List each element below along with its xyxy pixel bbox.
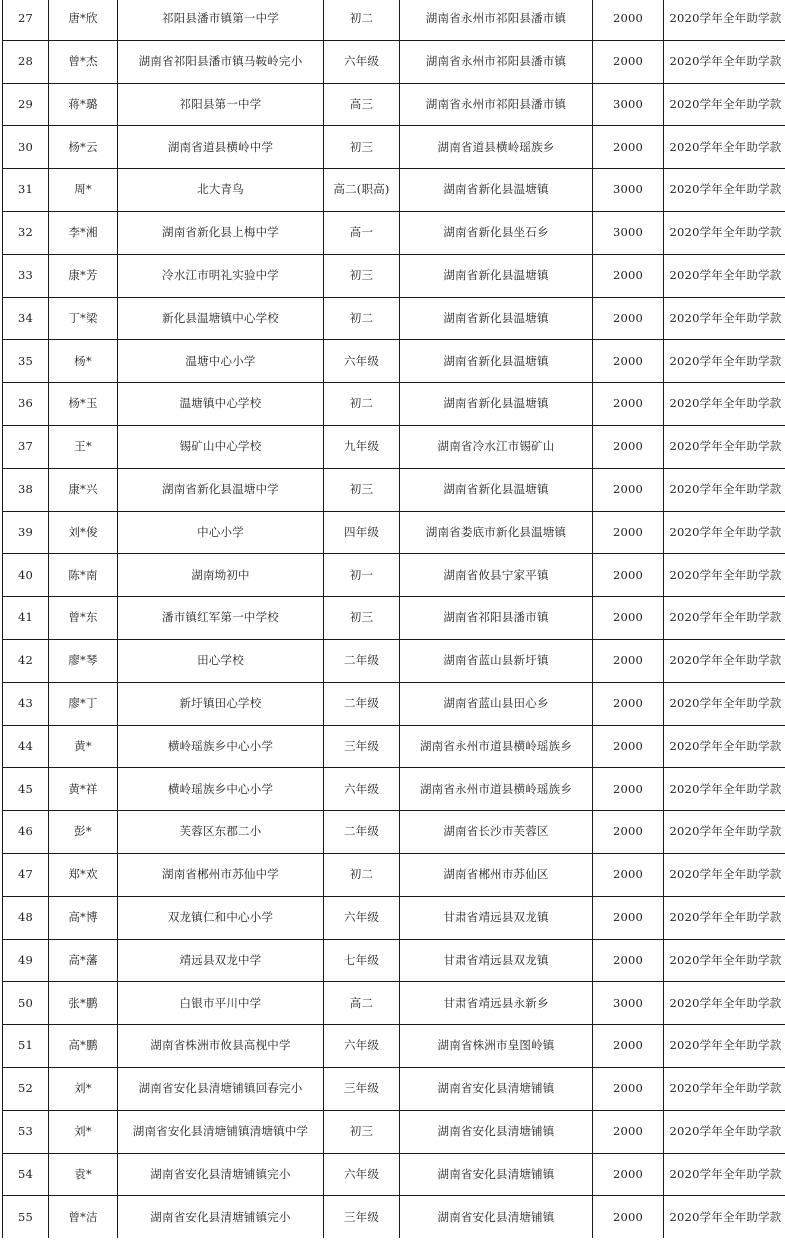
cell-aid-type: 2020学年全年助学款: [664, 1196, 785, 1239]
cell-amount: 2000: [593, 682, 664, 725]
cell-home-address: 湖南省株洲市皇图岭镇: [400, 1025, 593, 1068]
cell-home-address: 湖南省蓝山县田心乡: [400, 682, 593, 725]
cell-school: 祁阳县潘市镇第一中学: [118, 0, 324, 40]
cell-school: 湖南省株洲市攸县高枧中学: [118, 1025, 324, 1068]
cell-grade: 初三: [324, 597, 400, 640]
cell-amount: 2000: [593, 1196, 664, 1239]
cell-aid-type: 2020学年全年助学款: [664, 982, 785, 1025]
cell-grade: 初三: [324, 468, 400, 511]
cell-school: 湖南省祁阳县潘市镇马鞍岭完小: [118, 40, 324, 83]
cell-grade: 六年级: [324, 768, 400, 811]
cell-grade: 初三: [324, 254, 400, 297]
table-row: [3, 853, 785, 896]
cell-student-name: 陈*南: [49, 554, 118, 597]
table-row: [3, 211, 785, 254]
cell-school: 冷水江市明礼实验中学: [118, 254, 324, 297]
cell-aid-type: 2020学年全年助学款: [664, 768, 785, 811]
table-row: [3, 40, 785, 83]
cell-grade: 二年级: [324, 639, 400, 682]
cell-student-name: 高*鹏: [49, 1025, 118, 1068]
cell-home-address: 湖南省新化县温塘镇: [400, 254, 593, 297]
cell-number: 47: [3, 853, 49, 896]
cell-amount: 3000: [593, 169, 664, 212]
cell-school: 湖南省道县横岭中学: [118, 126, 324, 169]
cell-aid-type: 2020学年全年助学款: [664, 554, 785, 597]
cell-grade: 九年级: [324, 425, 400, 468]
table-row: [3, 425, 785, 468]
cell-grade: 六年级: [324, 896, 400, 939]
cell-aid-type: 2020学年全年助学款: [664, 939, 785, 982]
cell-grade: 初二: [324, 0, 400, 40]
cell-home-address: 湖南省安化县清塘铺镇: [400, 1196, 593, 1239]
cell-school: 湖南坳初中: [118, 554, 324, 597]
cell-home-address: 湖南省安化县清塘铺镇: [400, 1110, 593, 1153]
cell-grade: 初三: [324, 126, 400, 169]
cell-student-name: 曾*东: [49, 597, 118, 640]
cell-amount: 2000: [593, 853, 664, 896]
table-row: [3, 1196, 785, 1239]
cell-student-name: 王*: [49, 425, 118, 468]
cell-home-address: 湖南省蓝山县新圩镇: [400, 639, 593, 682]
cell-grade: 六年级: [324, 40, 400, 83]
cell-aid-type: 2020学年全年助学款: [664, 725, 785, 768]
cell-home-address: 甘肃省靖远县双龙镇: [400, 896, 593, 939]
cell-aid-type: 2020学年全年助学款: [664, 211, 785, 254]
cell-home-address: 湖南省郴州市苏仙区: [400, 853, 593, 896]
cell-number: 37: [3, 425, 49, 468]
table-row: [3, 297, 785, 340]
cell-school: 湖南省新化县温塘中学: [118, 468, 324, 511]
cell-number: 31: [3, 169, 49, 212]
cell-student-name: 杨*云: [49, 126, 118, 169]
cell-amount: 2000: [593, 0, 664, 40]
cell-home-address: 甘肃省靖远县双龙镇: [400, 939, 593, 982]
cell-number: 33: [3, 254, 49, 297]
table-body: [3, 0, 785, 1239]
cell-aid-type: 2020学年全年助学款: [664, 254, 785, 297]
cell-school: 中心小学: [118, 511, 324, 554]
cell-number: 29: [3, 83, 49, 126]
cell-student-name: 刘*俊: [49, 511, 118, 554]
cell-number: 39: [3, 511, 49, 554]
cell-school: 温塘镇中心学校: [118, 383, 324, 426]
cell-grade: 六年级: [324, 1153, 400, 1196]
table-row: [3, 169, 785, 212]
cell-student-name: 刘*: [49, 1110, 118, 1153]
cell-grade: 三年级: [324, 1196, 400, 1239]
cell-grade: 六年级: [324, 1025, 400, 1068]
cell-home-address: 湖南省新化县温塘镇: [400, 468, 593, 511]
cell-aid-type: 2020学年全年助学款: [664, 811, 785, 854]
table-row: [3, 83, 785, 126]
cell-aid-type: 2020学年全年助学款: [664, 340, 785, 383]
cell-grade: 高三: [324, 83, 400, 126]
cell-number: 40: [3, 554, 49, 597]
cell-number: 32: [3, 211, 49, 254]
table-row: [3, 511, 785, 554]
cell-student-name: 丁*梁: [49, 297, 118, 340]
cell-aid-type: 2020学年全年助学款: [664, 169, 785, 212]
cell-student-name: 杨*: [49, 340, 118, 383]
cell-number: 34: [3, 297, 49, 340]
cell-amount: 2000: [593, 1110, 664, 1153]
table-row: [3, 0, 785, 40]
cell-school: 锡矿山中心学校: [118, 425, 324, 468]
cell-student-name: 廖*丁: [49, 682, 118, 725]
cell-school: 靖远县双龙中学: [118, 939, 324, 982]
cell-school: 新圩镇田心学校: [118, 682, 324, 725]
cell-school: 祁阳县第一中学: [118, 83, 324, 126]
cell-amount: 2000: [593, 1153, 664, 1196]
table-row: [3, 725, 785, 768]
cell-home-address: 湖南省安化县清塘铺镇: [400, 1067, 593, 1110]
cell-home-address: 湖南省道县横岭瑶族乡: [400, 126, 593, 169]
cell-number: 30: [3, 126, 49, 169]
cell-student-name: 刘*: [49, 1067, 118, 1110]
cell-grade: 初一: [324, 554, 400, 597]
cell-aid-type: 2020学年全年助学款: [664, 853, 785, 896]
cell-home-address: 湖南省冷水江市锡矿山: [400, 425, 593, 468]
cell-aid-type: 2020学年全年助学款: [664, 597, 785, 640]
cell-school: 湖南省安化县清塘铺镇完小: [118, 1196, 324, 1239]
cell-school: 田心学校: [118, 639, 324, 682]
cell-home-address: 湖南省娄底市新化县温塘镇: [400, 511, 593, 554]
cell-aid-type: 2020学年全年助学款: [664, 1110, 785, 1153]
cell-aid-type: 2020学年全年助学款: [664, 126, 785, 169]
cell-student-name: 黄*: [49, 725, 118, 768]
cell-student-name: 廖*琴: [49, 639, 118, 682]
cell-number: 54: [3, 1153, 49, 1196]
cell-grade: 初二: [324, 383, 400, 426]
cell-home-address: 湖南省祁阳县潘市镇: [400, 597, 593, 640]
cell-number: 53: [3, 1110, 49, 1153]
table-row: [3, 982, 785, 1025]
cell-aid-type: 2020学年全年助学款: [664, 896, 785, 939]
cell-grade: 七年级: [324, 939, 400, 982]
cell-student-name: 李*湘: [49, 211, 118, 254]
cell-student-name: 高*博: [49, 896, 118, 939]
cell-school: 湖南省新化县上梅中学: [118, 211, 324, 254]
cell-student-name: 高*藩: [49, 939, 118, 982]
table-row: [3, 1110, 785, 1153]
cell-amount: 2000: [593, 1067, 664, 1110]
cell-amount: 2000: [593, 896, 664, 939]
cell-school: 湖南省安化县清塘铺镇回春完小: [118, 1067, 324, 1110]
cell-student-name: 彭*: [49, 811, 118, 854]
cell-aid-type: 2020学年全年助学款: [664, 1153, 785, 1196]
cell-school: 双龙镇仁和中心小学: [118, 896, 324, 939]
cell-school: 芙蓉区东郡二小: [118, 811, 324, 854]
cell-home-address: 湖南省永州市祁阳县潘市镇: [400, 40, 593, 83]
cell-grade: 初二: [324, 297, 400, 340]
cell-student-name: 曾*洁: [49, 1196, 118, 1239]
cell-number: 48: [3, 896, 49, 939]
cell-aid-type: 2020学年全年助学款: [664, 297, 785, 340]
cell-school: 北大青鸟: [118, 169, 324, 212]
cell-home-address: 湖南省攸县宁家平镇: [400, 554, 593, 597]
cell-home-address: 湖南省长沙市芙蓉区: [400, 811, 593, 854]
cell-grade: 高一: [324, 211, 400, 254]
cell-home-address: 湖南省永州市道县横岭瑶族乡: [400, 768, 593, 811]
cell-student-name: 曾*杰: [49, 40, 118, 83]
cell-grade: 二年级: [324, 811, 400, 854]
cell-amount: 2000: [593, 768, 664, 811]
cell-number: 35: [3, 340, 49, 383]
table-row: [3, 554, 785, 597]
cell-grade: 三年级: [324, 725, 400, 768]
cell-student-name: 康*芳: [49, 254, 118, 297]
cell-number: 51: [3, 1025, 49, 1068]
cell-amount: 2000: [593, 468, 664, 511]
cell-student-name: 郑*欢: [49, 853, 118, 896]
cell-student-name: 袁*: [49, 1153, 118, 1196]
cell-amount: 2000: [593, 254, 664, 297]
cell-amount: 2000: [593, 939, 664, 982]
cell-home-address: 湖南省新化县温塘镇: [400, 340, 593, 383]
cell-number: 41: [3, 597, 49, 640]
cell-home-address: 湖南省安化县清塘铺镇: [400, 1153, 593, 1196]
cell-number: 49: [3, 939, 49, 982]
cell-number: 45: [3, 768, 49, 811]
table-row: [3, 468, 785, 511]
cell-amount: 2000: [593, 597, 664, 640]
cell-home-address: 湖南省新化县坐石乡: [400, 211, 593, 254]
table-row: [3, 126, 785, 169]
cell-home-address: 湖南省永州市道县横岭瑶族乡: [400, 725, 593, 768]
cell-aid-type: 2020学年全年助学款: [664, 468, 785, 511]
table-row: [3, 811, 785, 854]
cell-aid-type: 2020学年全年助学款: [664, 511, 785, 554]
cell-number: 52: [3, 1067, 49, 1110]
cell-amount: 3000: [593, 83, 664, 126]
table-row: [3, 1067, 785, 1110]
cell-student-name: 黄*祥: [49, 768, 118, 811]
cell-home-address: 湖南省永州市祁阳县潘市镇: [400, 83, 593, 126]
table-row: [3, 939, 785, 982]
cell-amount: 2000: [593, 126, 664, 169]
cell-home-address: 湖南省新化县温塘镇: [400, 297, 593, 340]
cell-student-name: 康*兴: [49, 468, 118, 511]
cell-school: 湖南省郴州市苏仙中学: [118, 853, 324, 896]
table-row: [3, 639, 785, 682]
table-row: [3, 1153, 785, 1196]
cell-grade: 高二(职高): [324, 169, 400, 212]
cell-grade: 初二: [324, 853, 400, 896]
cell-amount: 2000: [593, 1025, 664, 1068]
cell-aid-type: 2020学年全年助学款: [664, 83, 785, 126]
cell-amount: 2000: [593, 554, 664, 597]
cell-number: 38: [3, 468, 49, 511]
cell-aid-type: 2020学年全年助学款: [664, 682, 785, 725]
cell-number: 46: [3, 811, 49, 854]
cell-amount: 2000: [593, 340, 664, 383]
cell-student-name: 杨*玉: [49, 383, 118, 426]
cell-student-name: 蒋*璐: [49, 83, 118, 126]
cell-aid-type: 2020学年全年助学款: [664, 383, 785, 426]
cell-number: 55: [3, 1196, 49, 1239]
cell-student-name: 唐*欣: [49, 0, 118, 40]
cell-grade: 高二: [324, 982, 400, 1025]
cell-amount: 3000: [593, 982, 664, 1025]
cell-amount: 2000: [593, 425, 664, 468]
table-row: [3, 1025, 785, 1068]
cell-number: 36: [3, 383, 49, 426]
cell-number: 42: [3, 639, 49, 682]
cell-school: 横岭瑶族乡中心小学: [118, 725, 324, 768]
cell-student-name: 张*鹏: [49, 982, 118, 1025]
cell-school: 新化县温塘镇中心学校: [118, 297, 324, 340]
cell-number: 44: [3, 725, 49, 768]
table-row: [3, 768, 785, 811]
cell-home-address: 甘肃省靖远县永新乡: [400, 982, 593, 1025]
cell-aid-type: 2020学年全年助学款: [664, 0, 785, 40]
cell-school: 白银市平川中学: [118, 982, 324, 1025]
cell-amount: 2000: [593, 40, 664, 83]
cell-student-name: 周*: [49, 169, 118, 212]
cell-school: 温塘中心小学: [118, 340, 324, 383]
table-row: [3, 597, 785, 640]
cell-school: 潘市镇红军第一中学校: [118, 597, 324, 640]
cell-grade: 六年级: [324, 340, 400, 383]
cell-aid-type: 2020学年全年助学款: [664, 1025, 785, 1068]
table-row: [3, 682, 785, 725]
cell-number: 43: [3, 682, 49, 725]
cell-home-address: 湖南省新化县温塘镇: [400, 383, 593, 426]
cell-aid-type: 2020学年全年助学款: [664, 425, 785, 468]
cell-amount: 2000: [593, 811, 664, 854]
scholarship-recipients-table: [2, 0, 785, 1239]
cell-amount: 2000: [593, 297, 664, 340]
cell-school: 横岭瑶族乡中心小学: [118, 768, 324, 811]
cell-aid-type: 2020学年全年助学款: [664, 639, 785, 682]
cell-grade: 三年级: [324, 1067, 400, 1110]
cell-grade: 二年级: [324, 682, 400, 725]
cell-amount: 3000: [593, 211, 664, 254]
cell-grade: 初三: [324, 1110, 400, 1153]
cell-number: 50: [3, 982, 49, 1025]
cell-amount: 2000: [593, 725, 664, 768]
cell-aid-type: 2020学年全年助学款: [664, 40, 785, 83]
cell-amount: 2000: [593, 383, 664, 426]
table-row: [3, 383, 785, 426]
cell-number: 28: [3, 40, 49, 83]
cell-number: 27: [3, 0, 49, 40]
cell-amount: 2000: [593, 639, 664, 682]
cell-amount: 2000: [593, 511, 664, 554]
cell-home-address: 湖南省永州市祁阳县潘市镇: [400, 0, 593, 40]
table-row: [3, 340, 785, 383]
table-row: [3, 896, 785, 939]
table-row: [3, 254, 785, 297]
cell-home-address: 湖南省新化县温塘镇: [400, 169, 593, 212]
cell-school: 湖南省安化县清塘铺镇完小: [118, 1153, 324, 1196]
cell-grade: 四年级: [324, 511, 400, 554]
cell-school: 湖南省安化县清塘铺镇清塘镇中学: [118, 1110, 324, 1153]
cell-aid-type: 2020学年全年助学款: [664, 1067, 785, 1110]
page-bottom-margin: [0, 1238, 785, 1245]
